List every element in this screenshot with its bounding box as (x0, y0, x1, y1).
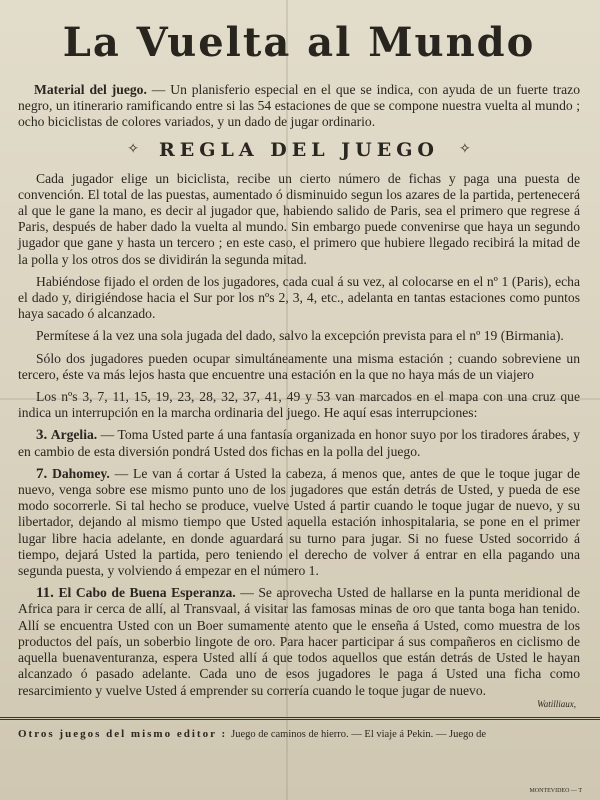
rule-paragraph-single-roll: Permítese á la vez una sola jugada del dado, salvo la excepción prevista para el nº 19 (Birmania). (36, 328, 564, 344)
material-paragraph (18, 82, 580, 131)
ornament-right-icon: ✧ (458, 142, 471, 158)
interruption-name: Argelia. (50, 427, 98, 443)
interruption-number: 7. (36, 465, 48, 482)
ornament-left-icon: ✧ (127, 142, 140, 158)
footer-text: Juego de caminos de hierro. — El viaje á Pekin. — Juego de (231, 728, 487, 740)
rules-heading-text: REGLA DEL JUEGO (159, 138, 439, 161)
paper-fold-horizontal (0, 398, 600, 400)
interruption-number: 11. (36, 585, 54, 602)
interruption-number: 3. (36, 427, 48, 444)
printer-imprint: MONTEVIDEO — T (529, 788, 582, 794)
rule-paragraph-occupancy: Sólo dos jugadores pueden ocupar simultáneamente una misma estación ; cuando sobreviene un tercero, éste va más lejos hasta que encuentre una estación en la que no haya más de un viajero (18, 350, 580, 382)
interruption-item (18, 466, 580, 579)
paper-fold-vertical (286, 0, 288, 800)
interruption-text: — Toma Usted parte á una fantasía organizada en honor suyo por los tiradores árabes, y en cambio de esta diversión pondrá Usted dos fichas en la polla del juego. (18, 427, 580, 459)
rule-paragraph-interruptions: Los nºs 3, 7, 11, 15, 19, 23, 28, 32, 37, 41, 49 y 53 van marcados en el mapa con una cruz que indica un interrupción en la marcha ordinaria del juego. He aquí esas interrupciones: (18, 389, 580, 421)
rule-paragraph-order: Habiéndose fijado el orden de los jugadores, cada cual á su vez, al colocarse en el nº 1 (Paris), echa el dado y, dirigiéndose hacia el Sur por los nºs 2, 3, 4, etc., adelanta en tantas estaciones como puntos haya sacado ó alcanzado. (18, 273, 580, 322)
page-title: La Vuelta al Mundo (62, 19, 536, 66)
interruption-text: — Le van á cortar á Usted la cabeza, á menos que, antes de que le toque jugar de nuevo, venga sobre ese mismo punto uno de los jugadores que están detrás de Usted, y pueda de ese modo socorrerle. Si tal hecho se produce, vuelve Usted á partir cuando le toque jugar de nuevo, y su libertador, dejando al mismo tiempo que Usted aquella estación inhospitalaria, se pone en el primer lugar libre hacia adelante, en donde aguardará su turno para jugar. Si no fuese Usted socorrido á tiempo, dejará Usted la partida, pero teniendo el derecho de volver á entrar en ella pagando una segunda puesta, y volviendo á empezar en el número 1. (18, 465, 580, 579)
footer-label: Otros juegos del mismo editor : (18, 727, 228, 740)
interruption-item (18, 427, 580, 459)
interruption-item (18, 585, 580, 698)
material-text: — Un planisferio especial en el que se indica, con ayuda de un fuerte trazo negro, un itinerario ramificando entre si las 54 estaciones de que se compone nuestra vuelta al mundo ; ocho biciclistas de colores variados, y un dado de jugar ordinario. (18, 82, 580, 130)
rules-heading (18, 139, 580, 161)
publisher-signature: Watilliaux, (537, 698, 576, 709)
interruption-name: El Cabo de Buena Esperanza. (58, 585, 236, 601)
rule-paragraph-players: Cada jugador elige un biciclista, recibe un cierto número de fichas y paga una puesta de convención. El total de las puestas, aumentado ó disminuido segun los azares de la partida, pertenecerá al que le gane la mano, es decir al jugador que, habiendo salido de Paris, sea el primero que regrese á Paris, después de haber dado la vuelta al mundo. Sin embargo puede convenirse que haya un segundo jugador que gane y hasta un tercero ; en este caso, el primero que hubiere llegado recibirá la mitad de la polla y los otros dos se dividirán la segunda mitad. (18, 170, 580, 267)
footer (18, 720, 580, 746)
interruption-text: — Se aprovecha Usted de hallarse en la punta meridional de Africa para ir cerca de allí, al Transvaal, á visitar las famosas minas de oro que tanta boga han tenido. Allí se encuentra Usted con un Boer sumamente atento que le enseña á Usted, como muestra de los productos del país, un soberbio lingote de oro. Para hacer participar á sus compañeros en ciclismo de aquella buenaventuranza, espera Usted allí á que todos aquellos que están detrás de Usted le hayan alcanzado ó pasado adelante. Cada uno de esos jugadores le paga á Usted una ficha como resarcimiento y vuelve Usted á emprender su correría cuando le toque jugar de nuevo. (18, 585, 581, 698)
interruption-name: Dahomey. (52, 465, 110, 481)
material-lead: Material del juego. (34, 82, 147, 97)
